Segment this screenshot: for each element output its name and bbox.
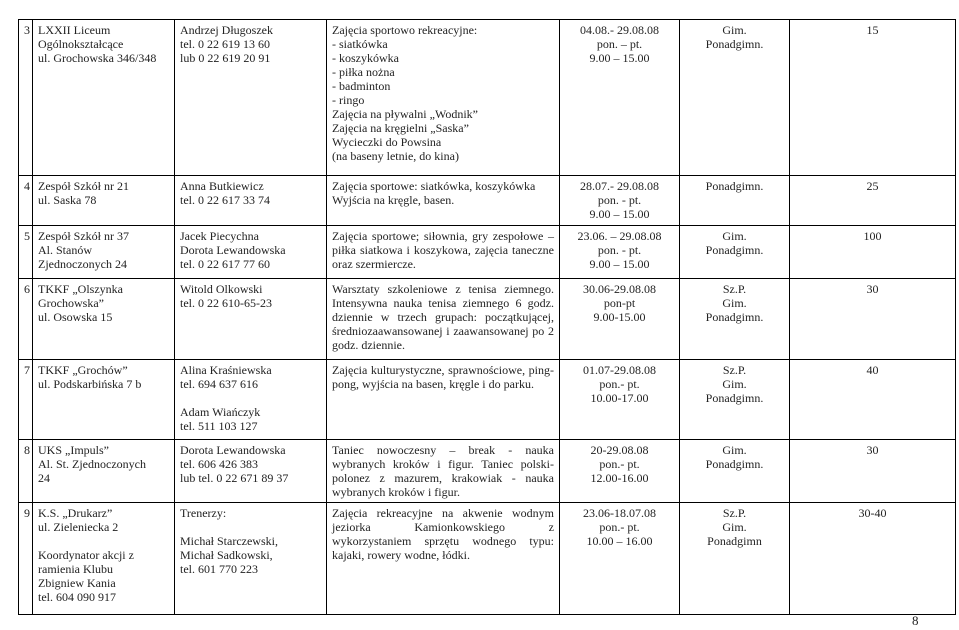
row-number: 9 [19, 503, 33, 615]
participant-count: 30-40 [790, 503, 956, 615]
contact-person: Dorota Lewandowska tel. 606 426 383 lub tel. 0 22 671 89 37 [175, 440, 327, 503]
organizer-name: LXXII Liceum Ogólnokształcące ul. Grochowska 346/348 [33, 20, 175, 176]
table-row [19, 360, 956, 440]
camp-offers-table [18, 19, 956, 615]
participant-count: 30 [790, 440, 956, 503]
dates-hours: 28.07.- 29.08.08 pon. - pt. 9.00 – 15.00 [560, 176, 680, 226]
school-level: Sz.P. Gim. Ponadgimn [680, 503, 790, 615]
activities: Zajęcia sportowe: siatkówka, koszykówka Wyjścia na kręgle, basen. [327, 176, 560, 226]
contact-person-2: Adam Wiańczyk tel. 511 103 127 [180, 405, 261, 433]
dates-hours: 20-29.08.08 pon.- pt. 12.00-16.00 [560, 440, 680, 503]
contact-person: Jacek Piecychna Dorota Lewandowska tel. 0 22 617 77 60 [175, 226, 327, 279]
row-number: 5 [19, 226, 33, 279]
participant-count: 25 [790, 176, 956, 226]
dates-hours: 01.07-29.08.08 pon.- pt. 10.00-17.00 [560, 360, 680, 440]
table-row [19, 176, 956, 226]
activities: Taniec nowoczesny – break - nauka wybranych kroków i figur. Taniec polski-polonez z mazurem, krakowiak - nauka wybranych kroków i figur. [327, 440, 560, 503]
table-row [19, 440, 956, 503]
table-row [19, 503, 956, 615]
table-row [19, 20, 956, 176]
table-row [19, 226, 956, 279]
dates-hours: 04.08.- 29.08.08 pon. – pt. 9.00 – 15.00 [560, 20, 680, 176]
dates-hours: 23.06-18.07.08 pon.- pt. 10.00 – 16.00 [560, 503, 680, 615]
row-number: 7 [19, 360, 33, 440]
contact-person: Andrzej Długoszek tel. 0 22 619 13 60 lub 0 22 619 20 91 [175, 20, 327, 176]
trainers: Michał Starczewski, Michał Sadkowski, tel. 601 770 223 [180, 534, 278, 576]
contact-person: Alina Kraśniewska tel. 694 637 616 Adam Wiańczyk tel. 511 103 127 [175, 360, 327, 440]
contact-person: Trenerzy: Michał Starczewski, Michał Sadkowski, tel. 601 770 223 [175, 503, 327, 615]
organizer-name: TKKF „Grochów” ul. Podskarbińska 7 b [33, 360, 175, 440]
row-number: 3 [19, 20, 33, 176]
contact-person: Witold Olkowski tel. 0 22 610-65-23 [175, 279, 327, 360]
contact-person: Anna Butkiewicz tel. 0 22 617 33 74 [175, 176, 327, 226]
participant-count: 100 [790, 226, 956, 279]
row-number: 8 [19, 440, 33, 503]
activities: Zajęcia sportowe; siłownia, gry zespołowe – piłka siatkowa i koszykowa, zajęcia taneczne oraz szermiercze. [327, 226, 560, 279]
activities: Zajęcia kulturystyczne, sprawnościowe, ping-pong, wyjścia na basen, kręgle i do parku. [327, 360, 560, 440]
table-row [19, 279, 956, 360]
dates-hours: 30.06-29.08.08 pon-pt 9.00-15.00 [560, 279, 680, 360]
school-level: Gim. Ponadgimn. [680, 226, 790, 279]
activities: Warsztaty szkoleniowe z tenisa ziemnego. Intensywna nauka tenisa ziemnego 6 godz. dziennie w trzech grupach: początkującej, średniozaawansowanej i zaawansowanej po 2 godz. dziennie. [327, 279, 560, 360]
school-level: Sz.P. Gim. Ponadgimn. [680, 279, 790, 360]
school-level: Gim. Ponadgimn. [680, 20, 790, 176]
row-number: 4 [19, 176, 33, 226]
dates-hours: 23.06. – 29.08.08 pon. - pt. 9.00 – 15.00 [560, 226, 680, 279]
page-number: 8 [912, 613, 919, 628]
activities: Zajęcia sportowo rekreacyjne: - siatkówka - koszykówka - piłka nożna - badminton - ringo Zajęcia na pływalni „Wodnik” Zajęcia na kręgielni „Saska” Wycieczki do Powsina (na baseny letnie, do kina) [327, 20, 560, 176]
participant-count: 30 [790, 279, 956, 360]
participant-count: 15 [790, 20, 956, 176]
row-number: 6 [19, 279, 33, 360]
school-level: Ponadgimn. [680, 176, 790, 226]
organizer-name: K.S. „Drukarz” ul. Zieleniecka 2 Koordynator akcji z ramienia Klubu Zbigniew Kania tel. 604 090 917 [33, 503, 175, 615]
school-level: Gim. Ponadgimn. [680, 440, 790, 503]
organizer-name: Zespół Szkół nr 37 Al. Stanów Zjednoczonych 24 [33, 226, 175, 279]
organizer-name: Zespół Szkół nr 21 ul. Saska 78 [33, 176, 175, 226]
organizer-name: UKS „Impuls” Al. St. Zjednoczonych 24 [33, 440, 175, 503]
organizer-name: TKKF „Olszynka Grochowska” ul. Osowska 15 [33, 279, 175, 360]
coordinator: Koordynator akcji z ramienia Klubu Zbigniew Kania tel. 604 090 917 [38, 548, 134, 604]
school-level: Sz.P. Gim. Ponadgimn. [680, 360, 790, 440]
activities: Zajęcia rekreacyjne na akwenie wodnym jeziorka Kamionkowskiego z wykorzystaniem sprzętu wodnego typu: kajaki, rowery wodne, łódki. [327, 503, 560, 615]
participant-count: 40 [790, 360, 956, 440]
